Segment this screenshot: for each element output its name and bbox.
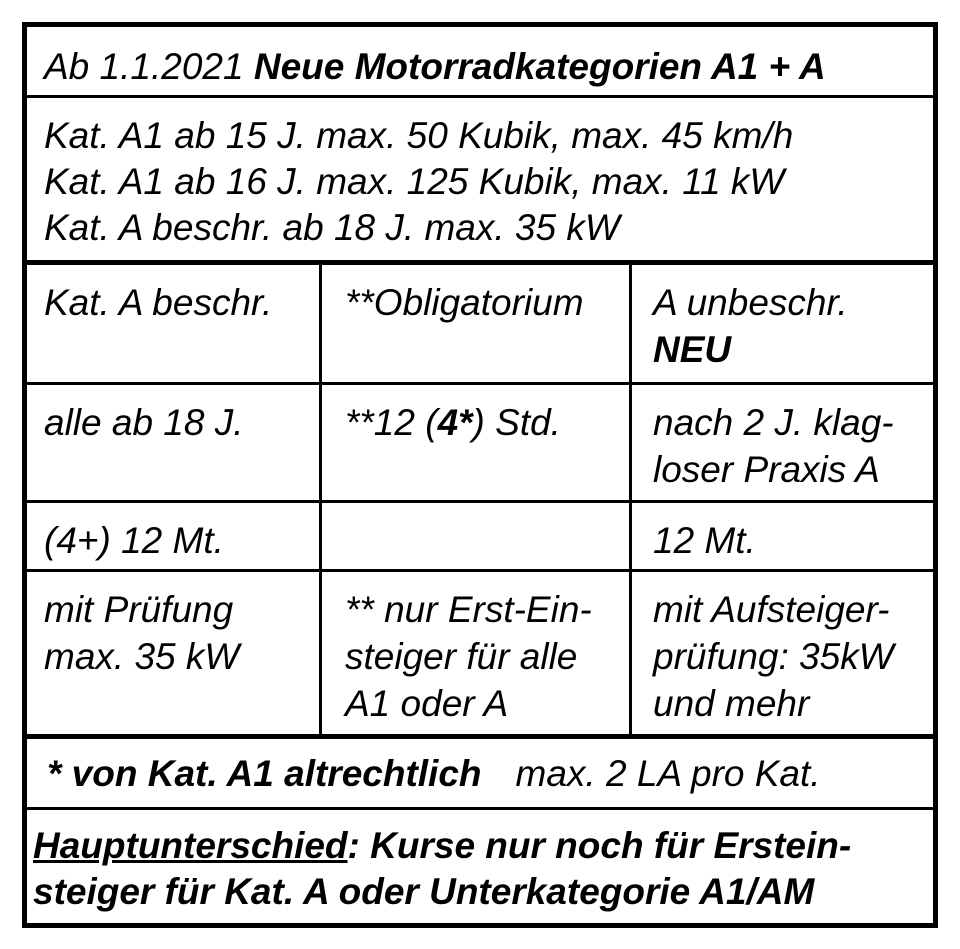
- header-col3-line1: A unbeschr.: [653, 282, 848, 323]
- divider-row-header: [27, 382, 933, 385]
- title-bold: Neue Motorradkategorien A1 + A: [253, 46, 826, 87]
- row3-col2-line2: steiger für alle: [345, 636, 578, 677]
- row3-col1: [44, 586, 239, 680]
- footnote: [47, 751, 821, 797]
- header-col3-new: NEU: [653, 329, 732, 370]
- divider-row-2: [27, 569, 933, 572]
- category-line-2: Kat. A1 ab 16 J. max. 125 Kubik, max. 11 kW: [44, 161, 785, 202]
- row1-col2-pre: **12 (: [345, 402, 438, 443]
- title-prefix: Ab 1.1.2021: [44, 46, 244, 87]
- summary-line-1: [33, 823, 851, 869]
- row1-col3: [653, 399, 894, 493]
- divider-title: [27, 95, 933, 98]
- divider-table-bottom: [27, 734, 933, 739]
- category-line-3: Kat. A beschr. ab 18 J. max. 35 kW: [44, 207, 620, 248]
- row1-col3-line2: loser Praxis A: [653, 449, 880, 490]
- footnote-bold: * von Kat. A1 altrechtlich: [47, 753, 482, 794]
- header-col2: **Obligatorium: [345, 282, 584, 323]
- row1-col2-post: ) Std.: [472, 402, 561, 443]
- row3-col2-line1: ** nur Erst-Ein-: [345, 589, 592, 630]
- row1-col2-bold: 4*: [437, 402, 473, 443]
- row3-col3-line3: und mehr: [653, 683, 810, 724]
- info-box: [22, 22, 938, 928]
- summary-label: Hauptunterschied: [33, 825, 348, 866]
- title: [44, 44, 826, 90]
- row3-col3: [653, 586, 894, 727]
- row3-col2-line3: A1 oder A: [345, 683, 509, 724]
- row1-col3-line1: nach 2 J. klag-: [653, 402, 894, 443]
- summary-text: : Kurse nur noch für Erstein-: [347, 825, 852, 866]
- row3-col1-line2: max. 35 kW: [44, 636, 240, 677]
- row3-col2: [345, 586, 592, 727]
- row3-col1-line1: mit Prüfung: [44, 589, 234, 630]
- header-col3: [653, 279, 848, 373]
- divider-categories: [27, 260, 933, 265]
- row2-col3: 12 Mt.: [653, 520, 756, 561]
- row1-col2: [345, 399, 561, 446]
- divider-footnote: [27, 807, 933, 810]
- row1-col1: alle ab 18 J.: [44, 402, 244, 443]
- header-col1: Kat. A beschr.: [44, 282, 273, 323]
- summary-line-2: steiger für Kat. A oder Unterkategorie A1/AM: [33, 871, 815, 912]
- row3-col3-line1: mit Aufsteiger-: [653, 589, 890, 630]
- divider-row-1: [27, 500, 933, 503]
- category-line-1: Kat. A1 ab 15 J. max. 50 Kubik, max. 45 km/h: [44, 115, 794, 156]
- row3-col3-line2: prüfung: 35kW: [653, 636, 894, 677]
- footnote-normal: max. 2 LA pro Kat.: [515, 753, 821, 794]
- row2-col1: (4+) 12 Mt.: [44, 520, 224, 561]
